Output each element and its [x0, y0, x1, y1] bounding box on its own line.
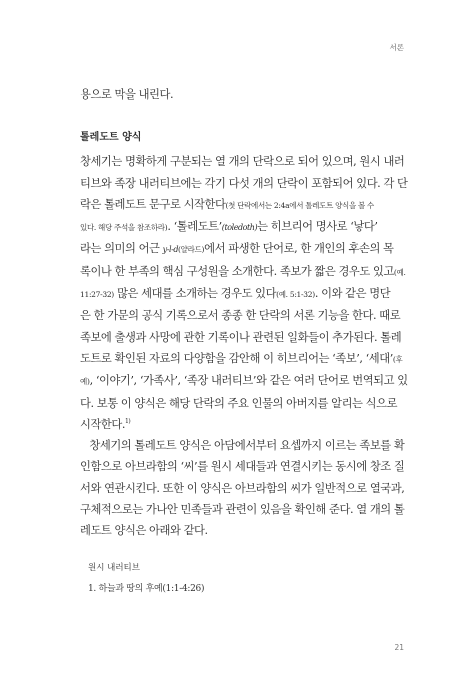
p1-line-3-note: (첫 단락에서는 2:4a에서 톨레도트 양식을 볼 수	[225, 200, 374, 210]
p1-line-4-text-2: 는 히브리어 명사로 ‘낳다’	[257, 220, 378, 234]
transliteration-toledoth: (toledoth)	[221, 223, 258, 233]
opening-line: 용으로 막을 내린다.	[80, 88, 174, 101]
p1-line-2: 티브와 족장 내러티브에는 각기 다섯 개의 단락이 포함되어 있다. 각 단	[80, 176, 408, 190]
p1-line-11	[80, 370, 408, 392]
p1-line-10	[80, 348, 405, 370]
p1-line-6-text: 록이나 한 부족의 핵심 구성원을 소개한다. 족보가 짧은 경우도 있고	[80, 264, 394, 278]
p1-line-3	[80, 194, 405, 216]
p1-line-6-note: (예.	[393, 267, 406, 277]
p1-line-11-text: , ‘이야기’, ‘가족사’, ‘족장 내러티브’와 같은 여러 단어로 번역되고 있	[89, 374, 408, 388]
sub-heading: 원시 내러티브	[88, 562, 140, 573]
p1-line-13	[80, 414, 405, 435]
p2-line-1: 창세기의 톨레도트 양식은 아담에서부터 요셉까지 이르는 족보를 확	[80, 439, 405, 453]
page-number: 21	[394, 643, 404, 652]
p1-line-13-text: 시작한다.	[80, 417, 125, 431]
root-yld: y-l-d	[162, 245, 179, 255]
p1-line-7-ref: 11:27-32)	[80, 290, 114, 300]
p1-line-7-text-2: . 이와 같은 명단	[314, 287, 391, 301]
p1-line-9: 족보에 출생과 사망에 관한 기록이나 관련된 일화들이 추가된다. 톨레	[80, 330, 402, 344]
p2-line-4: 구체적으로는 가나안 민족들과 관련이 있음을 확인해 준다. 열 개의 톨	[80, 503, 405, 517]
p1-line-7-text: 많은 세대를 소개하는 경우도 있다	[113, 287, 277, 301]
p1-line-12: 다. 보통 이 양식은 해당 단락의 주요 인물의 아버지를 알리는 식으로	[80, 396, 398, 410]
paragraph-2	[80, 435, 405, 541]
p1-line-11-note: 예)	[80, 377, 90, 387]
toc-item: 1. 하늘과 땅의 후예(1:1-4:26)	[88, 583, 205, 594]
p1-line-7	[80, 283, 405, 305]
p1-line-1: 창세기는 명확하게 구분되는 열 개의 단락으로 되어 있으며, 원시 내러	[80, 155, 405, 169]
p1-line-4-note: 있다. 해당 주석을 참조하라)	[80, 223, 168, 233]
p1-line-4-text: . ‘톨레도트’	[167, 220, 222, 234]
p1-line-4	[80, 216, 405, 238]
paragraph-1	[80, 151, 408, 435]
p1-line-5-text-2: 에서 파생한 단어로, 한 개인의 후손의 목	[204, 242, 394, 256]
p1-line-8: 은 한 가문의 공식 기록으로서 종종 한 단락의 서론 기능을 한다. 때로	[80, 309, 401, 323]
p1-line-5-text: 라는 의미의 어근	[80, 242, 163, 256]
page-body	[80, 84, 408, 596]
p1-line-10-text: 도트로 확인된 자료의 다양함을 감안해 이 히브리어는 ‘족보’, ‘세대’	[80, 351, 393, 365]
p2-line-3: 서와 연관시킨다. 또한 이 양식은 아브라함의 씨가 일반적으로 열국과,	[80, 481, 405, 495]
p2-line-2: 인함으로 아브라함의 ‘씨’를 원시 세대들과 연결시키는 동시에 창조 질	[80, 460, 405, 474]
running-head: 서론	[389, 43, 404, 52]
p2-line-5: 레도트 양식은 아래와 같다.	[80, 524, 208, 538]
footnote-marker[interactable]: 1)	[125, 418, 131, 426]
p1-line-3-text: 락은 톨레도트 문구로 시작한다	[80, 197, 226, 211]
p1-line-5	[80, 238, 405, 260]
p1-line-6	[80, 261, 405, 283]
p1-line-10-note: (후	[392, 354, 403, 364]
p1-line-7-ref-2: (예. 5:1-32)	[276, 290, 315, 300]
section-heading: 톨레도트 양식	[80, 132, 142, 144]
root-yld-reading: (얄라드)	[178, 245, 205, 255]
